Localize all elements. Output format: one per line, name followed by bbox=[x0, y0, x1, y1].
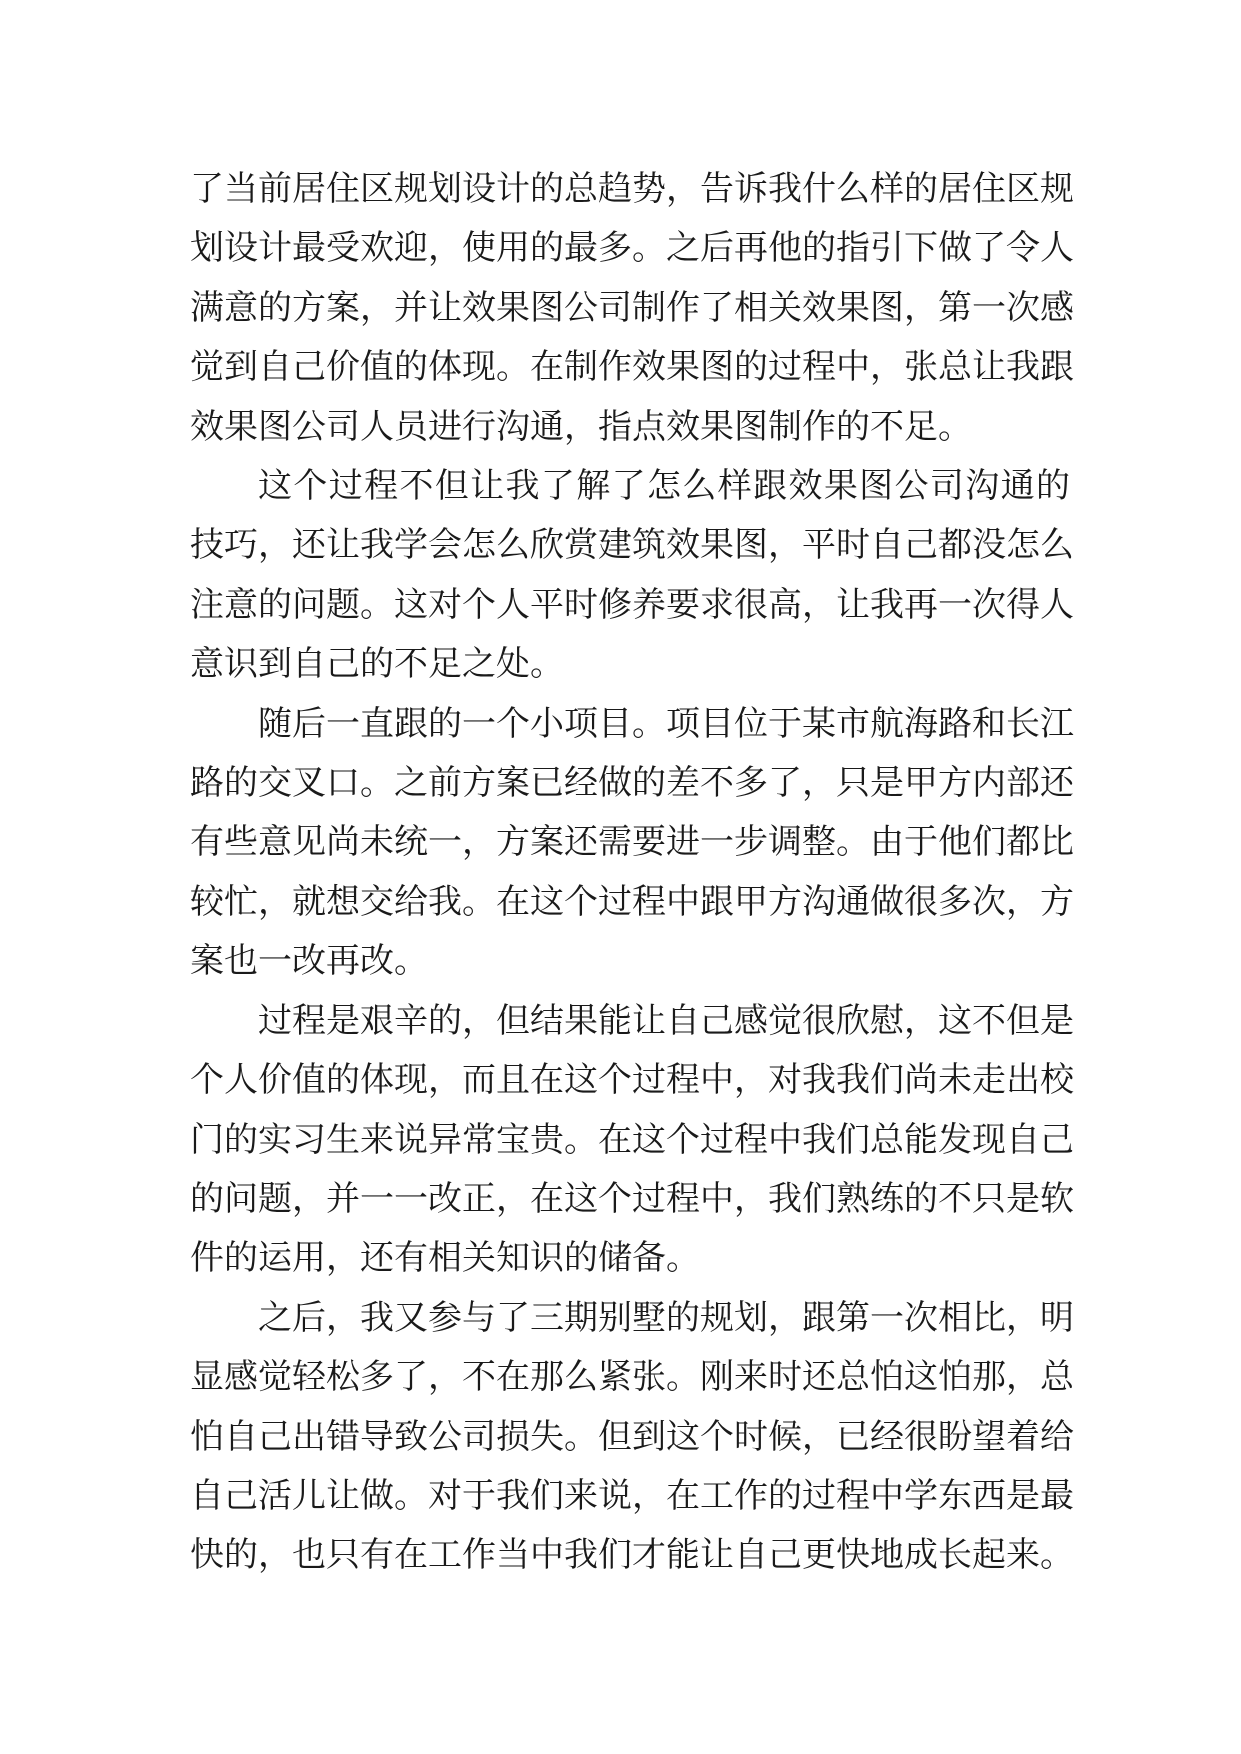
text-line: 满意的方案，并让效果图公司制作了相关效果图，第一次感 bbox=[190, 287, 1074, 328]
text-line: 随后一直跟的一个小项目。项目位于某市航海路和长江 bbox=[258, 703, 1074, 744]
text-line: 件的运用，还有相关知识的储备。 bbox=[190, 1238, 700, 1279]
text-line: 有些意见尚未统一，方案还需要进一步调整。由于他们都比 bbox=[190, 822, 1074, 863]
paragraph-2 bbox=[190, 457, 1074, 695]
text-line: 过程是艰辛的，但结果能让自己感觉很欣慰，这不但是 bbox=[258, 1000, 1074, 1041]
text-line: 技巧，还让我学会怎么欣赏建筑效果图，平时自己都没怎么 bbox=[190, 525, 1074, 566]
text-line: 自己活儿让做。对于我们来说，在工作的过程中学东西是最 bbox=[190, 1475, 1074, 1516]
text-line: 了当前居住区规划设计的总趋势，告诉我什么样的居住区规 bbox=[190, 169, 1074, 209]
text-line: 注意的问题。这对个人平时修养要求很高，让我再一次得人 bbox=[190, 584, 1074, 625]
text-line: 意识到自己的不足之处。 bbox=[190, 644, 564, 685]
text-line: 较忙，就想交给我。在这个过程中跟甲方沟通做很多次，方 bbox=[190, 881, 1074, 922]
text-line: 效果图公司人员进行沟通，指点效果图制作的不足。 bbox=[190, 406, 972, 447]
text-line: 之后，我又参与了三期别墅的规划，跟第一次相比，明 bbox=[258, 1297, 1074, 1338]
text-line: 的问题，并一一改正，在这个过程中，我们熟练的不只是软 bbox=[190, 1178, 1074, 1219]
paragraph-5 bbox=[190, 1289, 1074, 1586]
paragraph-3 bbox=[190, 695, 1074, 992]
text-line: 觉到自己价值的体现。在制作效果图的过程中，张总让我跟 bbox=[190, 347, 1074, 388]
paragraph-4 bbox=[190, 992, 1074, 1289]
paragraph-1 bbox=[190, 160, 1074, 457]
text-line: 门的实习生来说异常宝贵。在这个过程中我们总能发现自己 bbox=[190, 1119, 1074, 1160]
text-line: 路的交叉口。之前方案已经做的差不多了，只是甲方内部还 bbox=[190, 763, 1074, 804]
text-line: 这个过程不但让我了解了怎么样跟效果图公司沟通的 bbox=[258, 466, 1070, 507]
text-line: 个人价值的体现，而且在这个过程中，对我我们尚未走出校 bbox=[190, 1060, 1074, 1101]
text-line: 划设计最受欢迎，使用的最多。之后再他的指引下做了令人 bbox=[190, 228, 1074, 269]
text-line: 快的，也只有在工作当中我们才能让自己更快地成长起来。 bbox=[190, 1535, 1074, 1576]
document-body bbox=[190, 160, 1074, 1586]
text-line: 案也一改再改。 bbox=[190, 941, 428, 982]
text-line: 显感觉轻松多了，不在那么紧张。刚来时还总怕这怕那，总 bbox=[190, 1357, 1074, 1398]
text-line: 怕自己出错导致公司损失。但到这个时候，已经很盼望着给 bbox=[190, 1416, 1074, 1457]
